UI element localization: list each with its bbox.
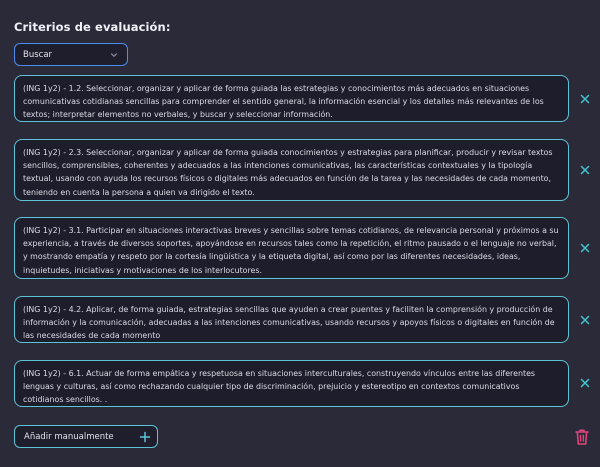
plus-icon: [139, 431, 151, 443]
criterion-text: (ING 1y2) - 1.2. Seleccionar, organizar y aplicar de forma guiada las estrategias y conocimientos más adecuados en situaciones comunicativas cotidianas sencillas para comprender el sentido general, la información esencial y los detalles más relevantes de los textos; interpretar elementos no verbales, y buscar y seleccionar información.: [23, 84, 544, 120]
criterion-item-4[interactable]: [14, 296, 569, 343]
close-icon[interactable]: [579, 242, 591, 254]
criterion-item-5[interactable]: [14, 360, 569, 407]
criterion-item-3[interactable]: [14, 217, 569, 279]
trash-icon[interactable]: [574, 428, 590, 446]
dropdown-selected-value: Buscar: [23, 49, 53, 60]
close-icon[interactable]: [579, 164, 591, 176]
criterion-item-1[interactable]: [14, 75, 569, 122]
close-icon[interactable]: [579, 377, 591, 389]
close-icon[interactable]: [579, 93, 591, 105]
close-icon[interactable]: [579, 314, 591, 326]
search-dropdown[interactable]: [14, 43, 128, 66]
criterion-text: (ING 1y2) - 3.1. Participar en situaciones interactivas breves y sencillas sobre temas cotidianos, de relevancia personal y próximos a su experiencia, a través de diversos soportes, apoyándose en recursos tales como la repetición, el ritmo pausado o el lenguaje no verbal, y mostrando empatía y respeto por la cortesía lingüística y la etiqueta digital, así como por las diferentes necesidades, ideas, inquietudes, iniciativas y motivaciones de los interlocutores.: [23, 226, 559, 275]
section-heading: Criterios de evaluación:: [14, 20, 171, 34]
add-manually-label: Añadir manualmente: [24, 431, 114, 442]
criterion-text: (ING 1y2) - 2.3. Seleccionar, organizar y aplicar de forma guiada conocimientos y estrategias para planificar, producir y revisar textos sencillos, comprensibles, coherentes y adecuados a las intenciones comunicativas, las características contextuales y la tipología textual, usando con ayuda los recursos físicos o digitales más adecuados en función de la tarea y las necesidades de cada momento, teniendo en cuenta la persona a quien va dirigido el texto.: [23, 148, 553, 197]
criterion-text: (ING 1y2) - 6.1. Actuar de forma empática y respetuosa en situaciones interculturales, construyendo vínculos entre las diferentes lenguas y culturas, así como rechazando cualquier tipo de discriminación, prejuicio y estereotipo en contextos comunicativos cotidianos sencillos. .: [23, 369, 536, 405]
criterion-item-2[interactable]: [14, 139, 569, 201]
add-manually-button[interactable]: [14, 425, 158, 448]
criterion-text: (ING 1y2) - 4.2. Aplicar, de forma guiada, estrategias sencillas que ayuden a crear puentes y faciliten la comprensión y producción de información y la comunicación, adecuadas a las intenciones comunicativas, usando recursos y apoyos físicos o digitales en función de las necesidades de cada momento: [23, 305, 555, 341]
chevron-down-icon: [109, 50, 119, 60]
